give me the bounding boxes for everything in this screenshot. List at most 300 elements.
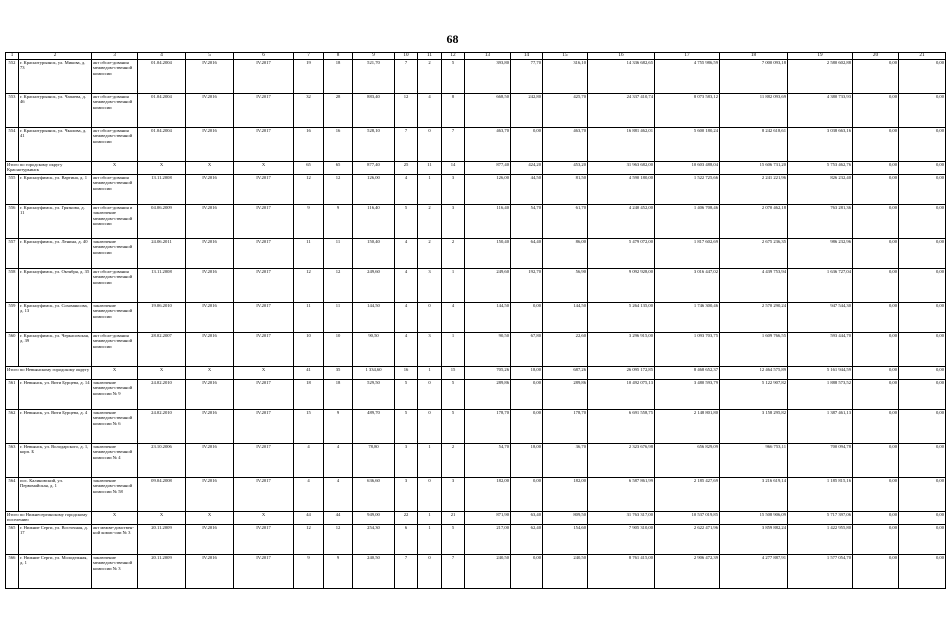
- table-cell: г. Краснотурьинск, ул. Чкалова, д. 41: [19, 128, 92, 162]
- table-cell: IV.2016: [186, 269, 234, 303]
- table-cell: 16 881 462,01: [588, 128, 655, 162]
- table-cell: X: [234, 162, 294, 175]
- table-cell: 18: [324, 380, 353, 410]
- table-cell: 8 761 415,00: [588, 555, 655, 589]
- table-cell: 553: [6, 94, 19, 128]
- table-cell: акт обсле-дования межведом-ственной комиссии: [92, 60, 138, 94]
- table-cell: заключение межведом-ственной комиссии: [92, 303, 138, 333]
- table-cell: IV.2017: [234, 60, 294, 94]
- table-cell: 3 859 882,24: [720, 525, 788, 555]
- table-cell: 21: [442, 512, 465, 525]
- table-cell: 18: [324, 60, 353, 94]
- table-cell: 1 609 766,55: [720, 333, 788, 367]
- table-cell: 424,20: [511, 162, 543, 175]
- table-cell: 0,00: [511, 410, 543, 444]
- table-cell: 240,50: [353, 555, 395, 589]
- table-cell: 6 691 558,75: [588, 410, 655, 444]
- table-cell: 4 755 986,59: [655, 60, 720, 94]
- table-cell: 883,40: [353, 94, 395, 128]
- column-number-cell: 11: [418, 53, 442, 60]
- page-number: 68: [446, 32, 459, 46]
- table-cell: акт межве-домствен-ной комис-сии № 3: [92, 525, 138, 555]
- table-cell: 182,00: [465, 478, 511, 512]
- table-cell: 558: [6, 269, 19, 303]
- table-cell: 12: [324, 525, 353, 555]
- subtotal-row: [6, 162, 946, 175]
- column-number-cell: 18: [720, 53, 788, 60]
- table-cell: 32: [294, 94, 324, 128]
- table-cell: г. Красноуфимск, ул. Вартина, д. 1: [19, 175, 92, 205]
- table-cell: 86,00: [543, 239, 588, 269]
- table-cell: 5: [442, 410, 465, 444]
- table-cell: 563: [6, 444, 19, 478]
- table-cell: 4: [418, 94, 442, 128]
- table-cell: 178,70: [465, 410, 511, 444]
- table-cell: 4 590 180,00: [588, 175, 655, 205]
- table-cell: 240,50: [465, 555, 511, 589]
- table-cell: 0,00: [853, 205, 899, 239]
- table-cell: 64,40: [511, 239, 543, 269]
- table-cell: 0,00: [899, 175, 946, 205]
- table-cell: IV.2016: [186, 60, 234, 94]
- table-cell: 3 480 593,79: [655, 380, 720, 410]
- table-cell: 217,00: [465, 525, 511, 555]
- table-cell: 116,40: [465, 205, 511, 239]
- table-cell: 2: [442, 239, 465, 269]
- table-cell: 826 232,40: [788, 175, 853, 205]
- table-cell: г. Нижние Серги, ул. Восточная, д. 17: [19, 525, 92, 555]
- table-cell: 877,40: [353, 162, 395, 175]
- table-cell: г. Краснотурьинск, ул. Чапаева, д. 46: [19, 94, 92, 128]
- table-cell: 0,00: [899, 444, 946, 478]
- table-cell: 5 600 180,24: [655, 128, 720, 162]
- table-cell: заключение межведом-ственной комиссии: [92, 239, 138, 269]
- table-cell: 24.06.2011: [138, 239, 186, 269]
- table-cell: 0,00: [853, 512, 899, 525]
- table-cell: IV.2017: [234, 94, 294, 128]
- table-cell: 24 337 410,74: [588, 94, 655, 128]
- table-cell: заключение межведом-ственной комиссии № 4: [92, 444, 138, 478]
- table-cell: 6: [395, 525, 418, 555]
- table-cell: 4: [294, 444, 324, 478]
- column-number-cell: 10: [395, 53, 418, 60]
- table-cell: 54,70: [511, 205, 543, 239]
- table-cell: 5 717 397,06: [788, 512, 853, 525]
- table-cell: 16: [324, 128, 353, 162]
- table-cell: 5: [395, 410, 418, 444]
- table-cell: IV.2016: [186, 333, 234, 367]
- table-cell: 12 464 575,89: [720, 367, 788, 380]
- table-cell: 3: [442, 478, 465, 512]
- table-cell: X: [186, 162, 234, 175]
- table-cell: 0,00: [853, 555, 899, 589]
- table-cell: 62,40: [511, 525, 543, 555]
- table-cell: 0,00: [853, 175, 899, 205]
- column-number-row: [6, 53, 946, 60]
- table-row: [6, 478, 946, 512]
- table-cell: 1 577 054,70: [788, 555, 853, 589]
- table-cell: 0,00: [853, 367, 899, 380]
- table-cell: 966 753,11: [720, 444, 788, 478]
- subtotal-label: Итого по Невьянскому городскому округу: [6, 367, 92, 380]
- table-cell: 2 148 801,80: [655, 410, 720, 444]
- table-cell: 20.11.2009: [138, 525, 186, 555]
- table-cell: 4 240 452,00: [588, 205, 655, 239]
- table-cell: 5 753 462,76: [788, 162, 853, 175]
- table-cell: 154,60: [543, 525, 588, 555]
- table-row: [6, 380, 946, 410]
- table-cell: 28: [324, 94, 353, 128]
- table-cell: X: [92, 512, 138, 525]
- table-cell: 254,30: [353, 525, 395, 555]
- table-body: [6, 53, 946, 589]
- table-cell: 0: [418, 410, 442, 444]
- table-cell: 7: [395, 555, 418, 589]
- table-cell: 463,70: [543, 128, 588, 162]
- table-cell: 0,00: [899, 162, 946, 175]
- table-cell: акт обсле-дования межведом-ственной комиссии: [92, 175, 138, 205]
- table-cell: 19: [294, 60, 324, 94]
- table-cell: 67,80: [511, 333, 543, 367]
- table-cell: 3: [418, 333, 442, 367]
- table-row: [6, 94, 946, 128]
- table-cell: 1: [418, 175, 442, 205]
- table-cell: 393,80: [465, 60, 511, 94]
- table-cell: 1: [418, 525, 442, 555]
- table-cell: 3 296 915,00: [588, 333, 655, 367]
- table-cell: 0,00: [899, 380, 946, 410]
- column-number-cell: 21: [899, 53, 946, 60]
- table-cell: 178,70: [543, 410, 588, 444]
- table-cell: 5 264 135,00: [588, 303, 655, 333]
- table-cell: 8: [442, 94, 465, 128]
- table-cell: 18,00: [511, 444, 543, 478]
- table-cell: 44: [294, 512, 324, 525]
- table-cell: IV.2016: [186, 239, 234, 269]
- table-cell: IV.2017: [234, 303, 294, 333]
- table-cell: пос. Калиновский, ул. Первомайская, д. 1: [19, 478, 92, 512]
- table-cell: акт обсле-дования межведом-ственной комиссии: [92, 333, 138, 367]
- table-row: [6, 410, 946, 444]
- table-cell: IV.2016: [186, 555, 234, 589]
- table-cell: 65: [324, 162, 353, 175]
- table-cell: 562: [6, 410, 19, 444]
- table-cell: 5: [395, 205, 418, 239]
- table-cell: 555: [6, 175, 19, 205]
- table-cell: 28.02.2007: [138, 333, 186, 367]
- table-cell: 5: [442, 380, 465, 410]
- table-cell: 2 323 676,98: [588, 444, 655, 478]
- column-number-cell: 12: [442, 53, 465, 60]
- table-cell: 26 095 172,85: [588, 367, 655, 380]
- table-cell: г. Невьянск, ул. Володарского, д. 1, корп. Б: [19, 444, 92, 478]
- table-cell: 4 380 733,93: [788, 94, 853, 128]
- table-cell: 4: [395, 239, 418, 269]
- table-cell: IV.2016: [186, 478, 234, 512]
- table-cell: IV.2017: [234, 555, 294, 589]
- table-cell: 0: [418, 555, 442, 589]
- table-cell: 2 570 290,24: [720, 303, 788, 333]
- table-cell: 14 336 682,65: [588, 60, 655, 94]
- table-cell: 54,70: [465, 444, 511, 478]
- table-cell: 5: [442, 60, 465, 94]
- table-cell: 35: [324, 367, 353, 380]
- table-cell: 9 092 928,00: [588, 269, 655, 303]
- column-number-cell: 4: [138, 53, 186, 60]
- table-cell: 11: [294, 239, 324, 269]
- table-cell: 0,00: [853, 380, 899, 410]
- table-cell: 0,00: [899, 367, 946, 380]
- table-cell: 7: [442, 555, 465, 589]
- table-cell: г. Красноуфимск, ул. Черкасовская, д. 39: [19, 333, 92, 367]
- table-row: [6, 239, 946, 269]
- table-row: [6, 205, 946, 239]
- table-cell: 2 622 471,96: [655, 525, 720, 555]
- table-cell: 15: [294, 410, 324, 444]
- table-cell: 521,70: [353, 60, 395, 94]
- table-cell: 763 281,36: [788, 205, 853, 239]
- table-row: [6, 60, 946, 94]
- table-cell: 0,00: [853, 269, 899, 303]
- table-cell: 0,00: [899, 128, 946, 162]
- column-number-cell: 20: [853, 53, 899, 60]
- table-cell: 11: [294, 303, 324, 333]
- table-cell: 0,00: [899, 555, 946, 589]
- table-cell: 705,26: [465, 367, 511, 380]
- table-cell: X: [234, 367, 294, 380]
- table-cell: 15 508 906,09: [720, 512, 788, 525]
- table-cell: 22: [395, 512, 418, 525]
- table-cell: 24.02.2010: [138, 410, 186, 444]
- column-number-cell: 19: [788, 53, 853, 60]
- column-number-cell: 14: [511, 53, 543, 60]
- table-cell: 5 122 907,82: [720, 380, 788, 410]
- table-cell: 3 216 619,14: [720, 478, 788, 512]
- table-cell: 453,20: [543, 162, 588, 175]
- column-number-cell: 1: [6, 53, 19, 60]
- table-cell: 10 492 075,13: [588, 380, 655, 410]
- table-cell: 2 580 602,88: [788, 60, 853, 94]
- table-cell: 01.04.2004: [138, 94, 186, 128]
- table-cell: 61,70: [543, 205, 588, 239]
- table-cell: 31 963 682,00: [588, 162, 655, 175]
- table-cell: 9: [294, 555, 324, 589]
- table-cell: IV.2016: [186, 94, 234, 128]
- table-cell: 0,00: [511, 303, 543, 333]
- table-cell: 0,00: [899, 205, 946, 239]
- table-cell: 31 763 317,00: [588, 512, 655, 525]
- table-cell: 0,00: [899, 60, 946, 94]
- table-cell: 559: [6, 303, 19, 333]
- table-cell: 1 093 703,75: [655, 333, 720, 367]
- table-cell: 0,00: [899, 410, 946, 444]
- table-cell: 10: [324, 333, 353, 367]
- table-cell: IV.2017: [234, 205, 294, 239]
- table-cell: 1 387 461,13: [788, 410, 853, 444]
- table-cell: 56,90: [543, 269, 588, 303]
- table-cell: IV.2017: [234, 175, 294, 205]
- table-row: [6, 303, 946, 333]
- table-cell: 41: [294, 367, 324, 380]
- subtotal-label: Итого по Нижнесергинскому городскому поселению: [6, 512, 92, 525]
- table-cell: 0,00: [853, 478, 899, 512]
- table-cell: 949,00: [353, 512, 395, 525]
- table-cell: 2: [418, 60, 442, 94]
- table-cell: 2 906 472,39: [655, 555, 720, 589]
- column-number-cell: 15: [543, 53, 588, 60]
- table-cell: 4: [395, 303, 418, 333]
- table-cell: 4: [395, 333, 418, 367]
- table-cell: 1 422 955,80: [788, 525, 853, 555]
- table-cell: 1: [418, 512, 442, 525]
- table-cell: 0,00: [853, 94, 899, 128]
- table-cell: 126,00: [465, 175, 511, 205]
- table-cell: 1 522 725,66: [655, 175, 720, 205]
- table-cell: X: [234, 512, 294, 525]
- table-cell: 0,00: [899, 303, 946, 333]
- table-cell: 13.11.2008: [138, 175, 186, 205]
- table-cell: 90,50: [353, 333, 395, 367]
- table-cell: 15: [442, 367, 465, 380]
- table-cell: 78,80: [353, 444, 395, 478]
- table-cell: 25: [395, 162, 418, 175]
- table-cell: 877,40: [465, 162, 511, 175]
- table-cell: 6 587 861,99: [588, 478, 655, 512]
- table-cell: IV.2017: [234, 478, 294, 512]
- table-cell: 14: [442, 162, 465, 175]
- table-cell: 44,50: [511, 175, 543, 205]
- table-cell: IV.2016: [186, 444, 234, 478]
- table-cell: X: [138, 512, 186, 525]
- table-cell: 5: [395, 380, 418, 410]
- table-cell: 23.10.2006: [138, 444, 186, 478]
- table-cell: IV.2017: [234, 128, 294, 162]
- table-cell: 12: [294, 525, 324, 555]
- table-cell: 0: [418, 128, 442, 162]
- table-row: [6, 128, 946, 162]
- table-cell: 0,00: [899, 239, 946, 269]
- subtotal-label: Итого по городскому округу Краснотурьинск: [6, 162, 92, 175]
- table-cell: 2: [442, 444, 465, 478]
- table-cell: IV.2017: [234, 333, 294, 367]
- table-cell: 871,90: [465, 512, 511, 525]
- table-row: [6, 175, 946, 205]
- table-cell: IV.2016: [186, 380, 234, 410]
- column-number-cell: 7: [294, 53, 324, 60]
- table-cell: 01.04.2004: [138, 128, 186, 162]
- table-cell: 5 161 944,59: [788, 367, 853, 380]
- table-cell: 144,50: [465, 303, 511, 333]
- table-cell: 552: [6, 60, 19, 94]
- table-row: [6, 269, 946, 303]
- table-cell: IV.2017: [234, 380, 294, 410]
- table-cell: 1 636 727,04: [788, 269, 853, 303]
- table-cell: 18: [294, 380, 324, 410]
- table-cell: IV.2017: [234, 525, 294, 555]
- table-cell: 12: [395, 94, 418, 128]
- table-cell: 0,00: [511, 478, 543, 512]
- table-cell: IV.2016: [186, 303, 234, 333]
- table-cell: 0,00: [853, 410, 899, 444]
- table-cell: 7 905 310,00: [588, 525, 655, 555]
- column-number-cell: 13: [465, 53, 511, 60]
- table-cell: 10 537 019,85: [655, 512, 720, 525]
- housing-register-table: [5, 52, 946, 589]
- table-cell: 0,00: [853, 162, 899, 175]
- table-cell: 0,00: [899, 512, 946, 525]
- table-cell: 249,60: [465, 269, 511, 303]
- table-cell: 242,80: [511, 94, 543, 128]
- table-row: [6, 444, 946, 478]
- table-cell: 144,50: [353, 303, 395, 333]
- table-cell: 0,00: [511, 555, 543, 589]
- column-number-cell: 9: [353, 53, 395, 60]
- table-cell: 1 888 573,52: [788, 380, 853, 410]
- table-cell: 126,00: [353, 175, 395, 205]
- table-cell: 0,00: [853, 60, 899, 94]
- table-cell: 0,00: [899, 478, 946, 512]
- table-cell: 0: [418, 303, 442, 333]
- table-cell: 1 334,60: [353, 367, 395, 380]
- table-cell: 528,10: [353, 128, 395, 162]
- table-cell: 2 070 462,18: [720, 205, 788, 239]
- table-cell: заключение межведом-ственной комиссии № 9: [92, 380, 138, 410]
- table-cell: 565: [6, 525, 19, 555]
- table-cell: 3: [395, 444, 418, 478]
- table-cell: 144,50: [543, 303, 588, 333]
- table-cell: 564: [6, 478, 19, 512]
- table-cell: 554: [6, 128, 19, 162]
- table-cell: 0,00: [899, 94, 946, 128]
- table-cell: 556: [6, 205, 19, 239]
- table-cell: 16: [395, 367, 418, 380]
- table-cell: 1: [418, 367, 442, 380]
- table-cell: 8 073 583,12: [655, 94, 720, 128]
- table-cell: X: [186, 512, 234, 525]
- table-cell: 01.04.2004: [138, 60, 186, 94]
- table-cell: 561: [6, 380, 19, 410]
- table-cell: 4: [395, 175, 418, 205]
- table-cell: 1: [442, 269, 465, 303]
- table-cell: 36,70: [543, 444, 588, 478]
- table-cell: 9: [324, 555, 353, 589]
- table-cell: X: [186, 367, 234, 380]
- table-cell: 947 544,30: [788, 303, 853, 333]
- column-number-cell: 17: [655, 53, 720, 60]
- table-cell: IV.2017: [234, 239, 294, 269]
- table-cell: 3 158 295,82: [720, 410, 788, 444]
- column-number-cell: 5: [186, 53, 234, 60]
- table-cell: 4: [324, 444, 353, 478]
- column-number-cell: 16: [588, 53, 655, 60]
- table-cell: 240,50: [543, 555, 588, 589]
- table-cell: 668,50: [465, 94, 511, 128]
- table-cell: 4: [324, 478, 353, 512]
- table-cell: 5 479 072,00: [588, 239, 655, 269]
- table-cell: IV.2016: [186, 175, 234, 205]
- table-cell: 560: [6, 333, 19, 367]
- table-cell: 4 277 887,91: [720, 555, 788, 589]
- table-cell: IV.2017: [234, 444, 294, 478]
- table-cell: 15 606 731,20: [720, 162, 788, 175]
- table-cell: 986 232,96: [788, 239, 853, 269]
- table-cell: 16: [294, 128, 324, 162]
- table-cell: 1 406 708,46: [655, 205, 720, 239]
- table-cell: 593 444,70: [788, 333, 853, 367]
- subtotal-row: [6, 512, 946, 525]
- table-cell: 809,50: [543, 512, 588, 525]
- table-cell: 0,00: [853, 444, 899, 478]
